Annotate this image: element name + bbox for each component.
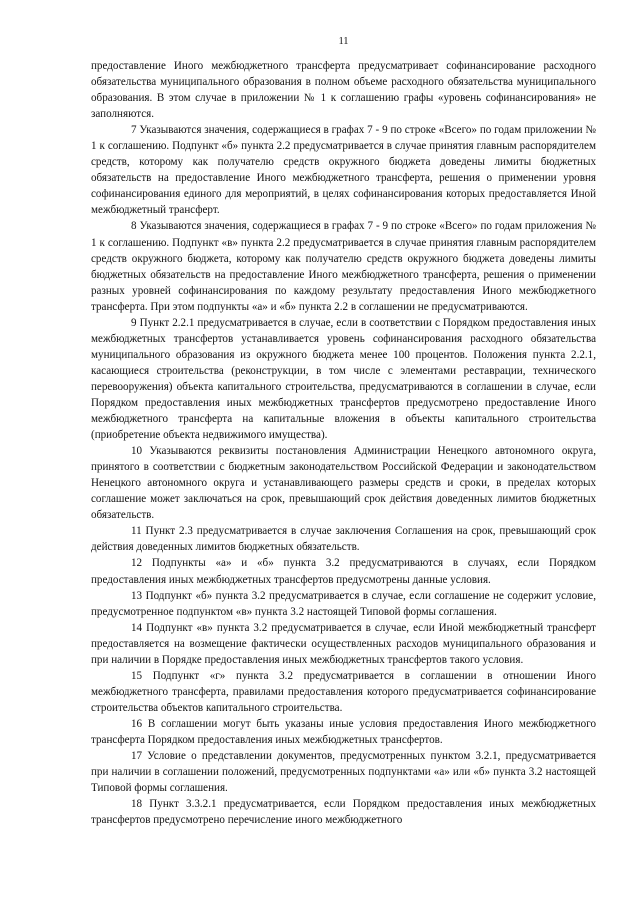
- paragraph-continuation: предоставление Иного межбюджетного трансферта предусматривает софинансирование расходного обязательства муниципального образования в полном объеме расходного обязательства муниципального образования. В этом случае в приложении № 1 к соглашению графы «уровень софинансирования» не заполняются.: [91, 60, 596, 121]
- footnote-13: 13 Подпункт «б» пункта 3.2 предусматривается в случае, если соглашение не содержит условие, предусмотренное подпунктом «в» пункта 3.2 настоящей Типовой формы соглашения.: [91, 589, 596, 618]
- footnote-15: 15 Подпункт «г» пункта 3.2 предусматривается в соглашении в отношении Иного межбюджетного трансферта, правилами предоставления которого предусматривается софинансирование строительства объектов капитального строительства.: [91, 669, 596, 714]
- footnote-7: 7 Указываются значения, содержащиеся в графах 7 - 9 по строке «Всего» по годам приложении № 1 к соглашению. Подпункт «б» пункта 2.2 предусматривается в случае принятия главным распорядителем средств, которому как получателю средств окружного бюджета доведены лимиты бюджетных обязательств на предоставление Иного межбюджетного трансферта, решения о применении уровня софинансирования единого для мероприятий, в целях софинансирования которых предоставляется Иной межбюджетный трансферт.: [91, 124, 596, 217]
- footnote-16: 16 В соглашении могут быть указаны иные условия предоставления Иного межбюджетного трансферта Порядком предоставления иных межбюджетных трансфертов.: [91, 717, 596, 746]
- footnote-14: 14 Подпункт «в» пункта 3.2 предусматривается в случае, если Иной межбюджетный трансферт предоставляется на возмещение фактически осуществленных расходов муниципального образования и при наличии в Порядке предоставления иных межбюджетных трансфертов такого условия.: [91, 621, 596, 666]
- page-number: 11: [338, 36, 349, 47]
- footnote-8: 8 Указываются значения, содержащиеся в графах 7 - 9 по строке «Всего» по годам приложения № 1 к соглашению. Подпункт «в» пункта 2.2 предусматривается в случае принятия главным распорядителем средств окружного бюджета, которому как получателю средств окружного бюджета доведены лимиты бюджетных обязательств на предоставление Иного межбюджетного трансферта, решения о применении разных уровней софинансирования по каждому результату предоставления Иного межбюджетного трансферта. При этом подпункты «а» и «б» пункта 2.2 в соглашении не предусматриваются.: [91, 220, 596, 313]
- footnote-10: 10 Указываются реквизиты постановления Администрации Ненецкого автономного округа, принятого в соответствии с бюджетным законодательством Российской Федерации и законодательством Ненецкого автономного округа и устанавливающего размеры средств и сроки, в пределах которых соглашение может заключаться на срок, превышающий срок действия доведенных лимитов бюджетных обязательств.: [91, 445, 596, 522]
- footnote-17: 17 Условие о представлении документов, предусмотренных пунктом 3.2.1, предусматривается при наличии в соглашении положений, предусмотренных подпунктами «а» или «б» пункта 3.2 настоящей Типовой формы соглашения.: [91, 750, 596, 795]
- footnote-11: 11 Пункт 2.3 предусматривается в случае заключения Соглашения на срок, превышающий срок действия доведенных лимитов бюджетных обязательств.: [91, 525, 596, 554]
- footnote-18: 18 Пункт 3.3.2.1 предусматривается, если Порядком предоставления иных межбюджетных трансфертов предусмотрено перечисление иного межбюджетного: [91, 798, 596, 827]
- footnote-9: 9 Пункт 2.2.1 предусматривается в случае, если в соответствии с Порядком предоставления иных межбюджетных трансфертов устанавливается уровень софинансирования расходного обязательства муниципального образования из окружного бюджета менее 100 процентов. Положения пункта 2.2.1, касающиеся строительства (реконструкции, в том числе с элементами реставрации, технического перевооружения) объекта капитального строительства, предусматриваются в соглашении в случае, если Порядком предоставления иных межбюджетных трансфертов предусмотрено предоставление Иного межбюджетного трансферта на капитальные вложения в объекты капитального строительства (приобретение объекта недвижимого имущества).: [91, 316, 596, 442]
- footnote-12: 12 Подпункты «а» и «б» пункта 3.2 предусматриваются в случаях, если Порядком предоставления иных межбюджетных трансфертов предусмотрены данные условия.: [91, 557, 596, 586]
